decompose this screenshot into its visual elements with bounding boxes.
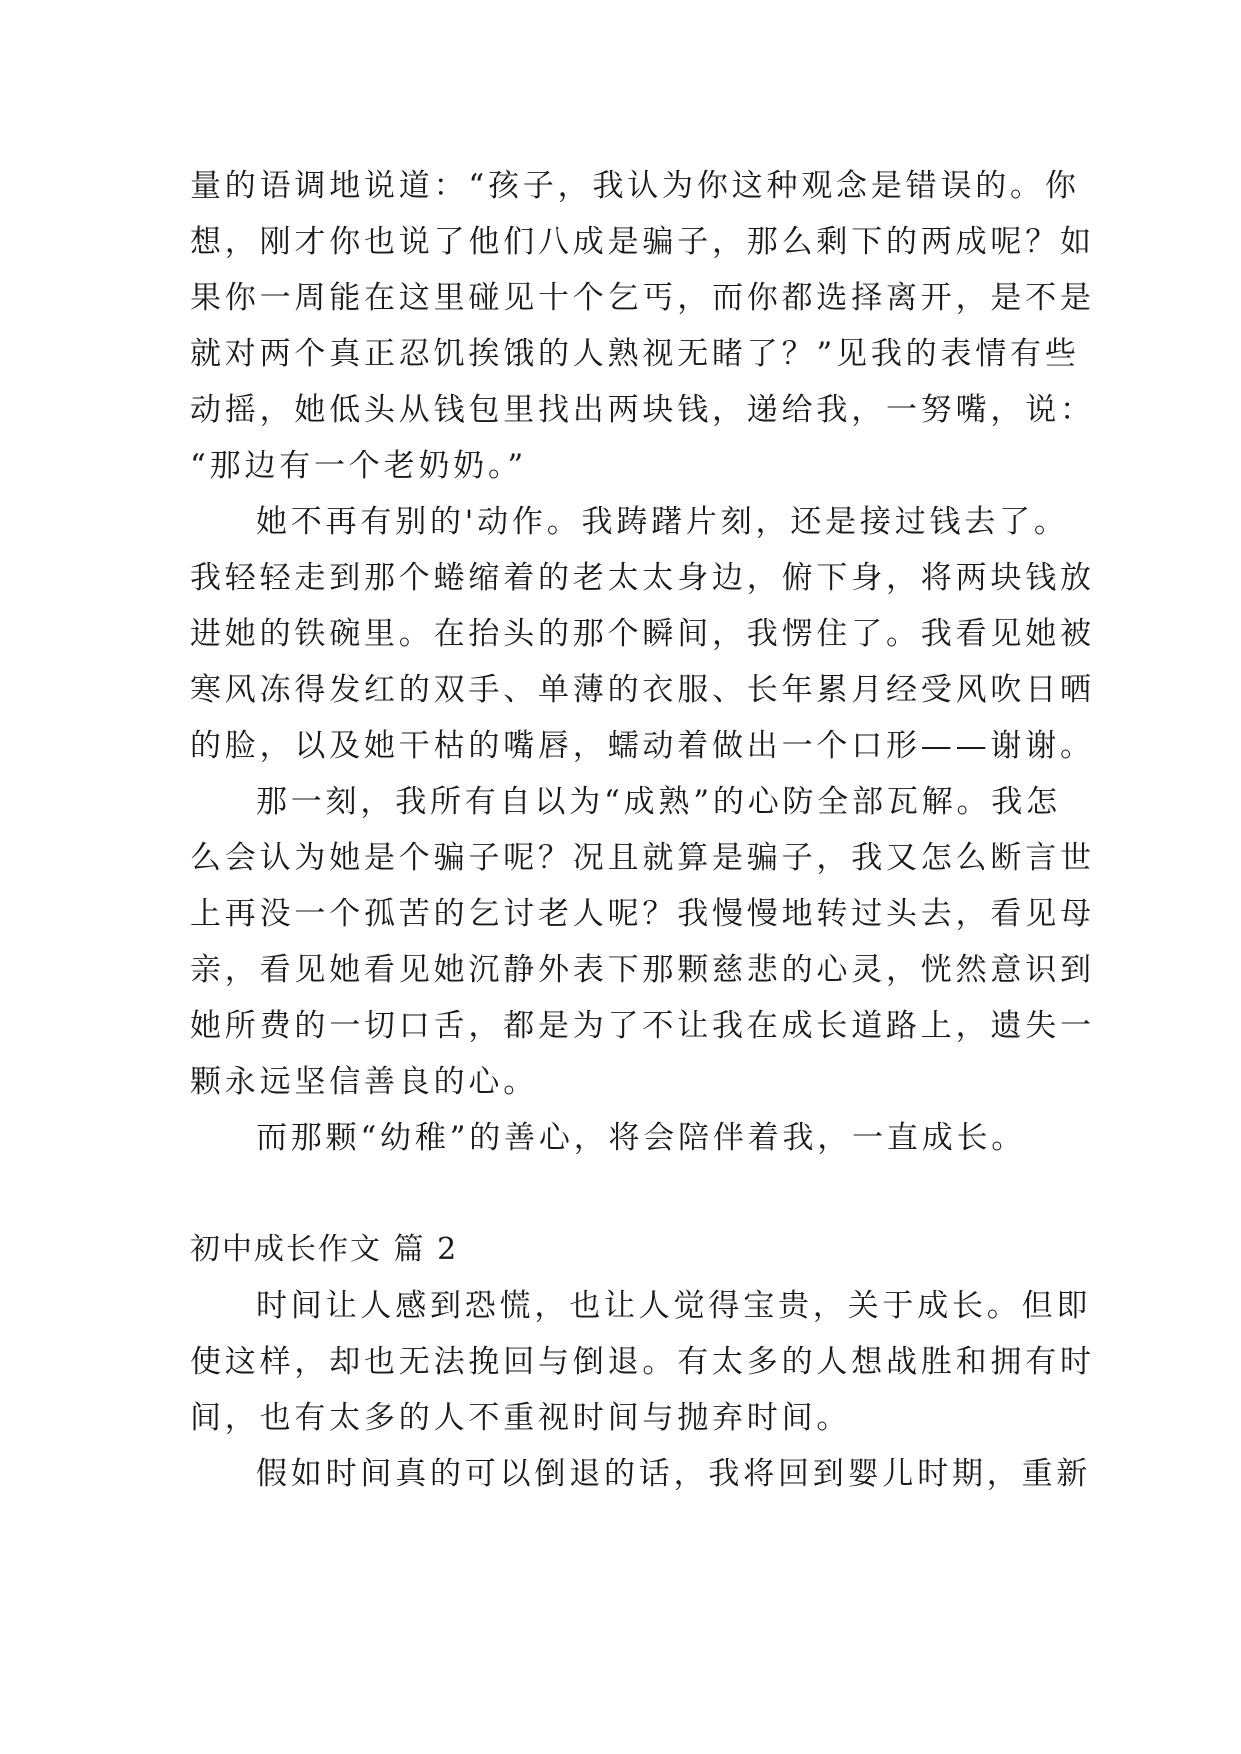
text-line: 我轻轻走到那个蜷缩着的老太太身边，俯下身，将两块钱放	[190, 560, 1095, 596]
text-line: 果你一周能在这里碰见十个乞丐，而你都选择离开，是不是	[190, 280, 1095, 316]
text-line: 而那颗“幼稚”的善心，将会陪伴着我，一直成长。	[256, 1120, 1027, 1156]
text-line: 时间让人感到恐慌，也让人觉得宝贵，关于成长。但即	[256, 1288, 1092, 1324]
text-line: 假如时间真的可以倒退的话，我将回到婴儿时期，重新	[256, 1456, 1092, 1492]
text-line: 亲，看见她看见她沉静外表下那颗慈悲的心灵，恍然意识到	[190, 952, 1095, 988]
text-line: 就对两个真正忍饥挨饿的人熟视无睹了？”见我的表情有些	[190, 336, 1080, 372]
text-line: “那边有一个老奶奶。”	[190, 448, 527, 484]
text-line: 想，刚才你也说了他们八成是骗子，那么剩下的两成呢？如	[190, 224, 1095, 260]
text-line: 量的语调地说道：“孩子，我认为你这种观念是错误的。你	[190, 168, 1080, 204]
section-heading: 初中成长作文 篇 2	[190, 1232, 459, 1267]
text-line: 使这样，却也无法挽回与倒退。有太多的人想战胜和拥有时	[190, 1344, 1095, 1380]
text-line: 么会认为她是个骗子呢？况且就算是骗子，我又怎么断言世	[190, 840, 1095, 876]
text-line: 那一刻，我所有自以为“成熟”的心防全部瓦解。我怎	[256, 784, 1061, 820]
text-line: 动摇，她低头从钱包里找出两块钱，递给我，一努嘴，说：	[190, 392, 1095, 428]
text-line: 间，也有太多的人不重视时间与抛弃时间。	[190, 1400, 852, 1436]
text-line: 颗永远坚信善良的心。	[190, 1064, 538, 1100]
text-line: 她所费的一切口舌，都是为了不让我在成长道路上，遗失一	[190, 1008, 1095, 1044]
text-line: 她不再有别的'动作。我踌躇片刻，还是接过钱去了。	[256, 504, 1069, 540]
text-line: 寒风冻得发红的双手、单薄的衣服、长年累月经受风吹日晒	[190, 672, 1095, 708]
text-line: 的脸，以及她干枯的嘴唇，蠕动着做出一个口形——谢谢。	[190, 728, 1095, 764]
text-line: 进她的铁碗里。在抬头的那个瞬间，我愣住了。我看见她被	[190, 616, 1095, 652]
text-line: 上再没一个孤苦的乞讨老人呢？我慢慢地转过头去，看见母	[190, 896, 1095, 932]
